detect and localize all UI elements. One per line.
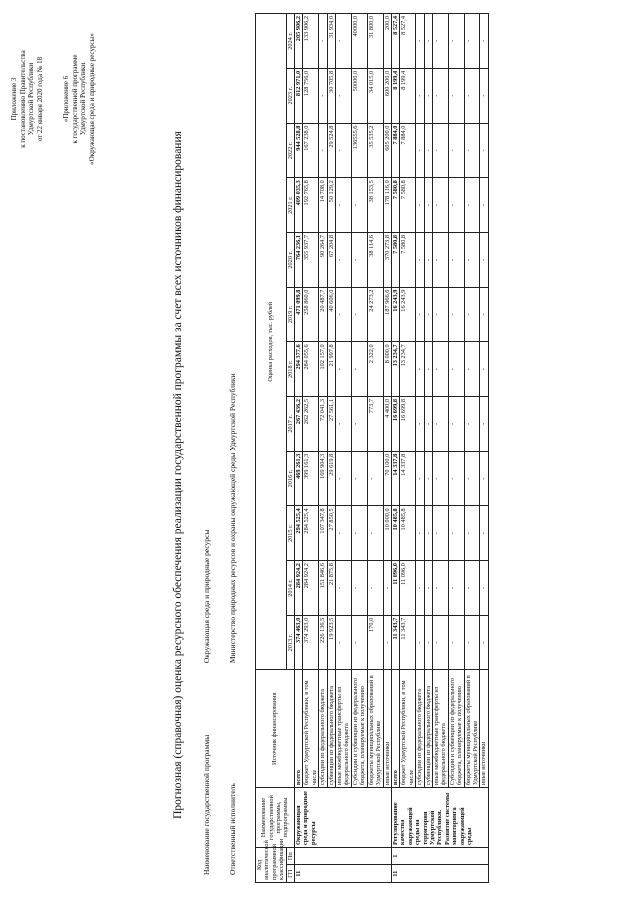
amount-cell: - <box>480 615 488 670</box>
amount-cell: - <box>424 451 432 506</box>
amount-cell: - <box>424 232 432 287</box>
funding-source: бюджет Удмуртской Республики, в том числе <box>400 670 416 788</box>
amount-cell: 8 199,4 <box>391 68 399 123</box>
amount-cell: 8 199,4 <box>400 68 416 123</box>
amount-cell: 14 337,8 <box>400 451 416 506</box>
amount-cell: - <box>480 68 488 123</box>
amount-cell: - <box>480 506 488 561</box>
amount-cell: 284 924,2 <box>303 561 319 616</box>
year-header: 2017 г. <box>286 397 294 452</box>
amount-cell: 151 846,6 <box>319 561 327 616</box>
amount-cell: - <box>464 506 480 561</box>
amount-cell: 35 535,2 <box>367 123 383 178</box>
amount-cell: - <box>424 287 432 342</box>
amount-cell: - <box>464 561 480 616</box>
amount-cell: - <box>464 397 480 452</box>
year-header: 2016 г. <box>286 451 294 506</box>
document-title: Прогнозная (справочная) оценка ресурсного обеспечения реализации государственной программы за счет всех источников финансирования <box>172 131 184 819</box>
amount-cell: - <box>448 287 464 342</box>
funding-source: субсидии из федерального бюджета <box>319 670 327 788</box>
amount-cell: 409 035,3 <box>295 178 303 233</box>
funding-source: бюджеты муниципальных образований в Удмуртской Республике <box>464 670 480 788</box>
amount-cell: - <box>480 232 488 287</box>
amount-cell: - <box>432 123 448 178</box>
amount-cell: 90 264,7 <box>319 232 327 287</box>
amount-cell: 40 606,0 <box>327 287 335 342</box>
amount-cell: - <box>448 68 464 123</box>
amount-cell: 605 200,0 <box>383 123 391 178</box>
program-name: Окружающая среда и природные ресурсы <box>295 788 392 848</box>
gp-header: ГП <box>286 865 294 883</box>
amount-cell: 31 800,0 <box>367 14 383 69</box>
amount-cell: 7 884,0 <box>391 123 399 178</box>
amount-cell: 50000,0 <box>351 68 367 123</box>
amount-cell: - <box>424 68 432 123</box>
amount-cell: 14 337,8 <box>391 451 399 506</box>
table-body <box>295 14 489 883</box>
amount-cell: - <box>336 451 352 506</box>
amount-cell: 128 756,0 <box>303 68 319 123</box>
amount-cell: 27 561,1 <box>327 397 335 452</box>
table-row <box>464 14 480 883</box>
amount-cell: 294 377,6 <box>295 342 303 397</box>
amount-cell: 355 937,7 <box>303 232 319 287</box>
amount-cell: 21 997,8 <box>327 342 335 397</box>
amount-cell: 20 487,7 <box>319 287 327 342</box>
amount-cell: - <box>464 123 480 178</box>
amount-cell: 19 923,5 <box>327 615 335 670</box>
amount-cell: 70 100,0 <box>383 451 391 506</box>
amount-cell: - <box>464 68 480 123</box>
amount-cell: 192 765,8 <box>303 178 319 233</box>
table-row <box>383 14 391 883</box>
appendix-line: Удмуртской Республики <box>27 62 35 136</box>
amount-cell: - <box>416 451 424 506</box>
amount-cell: 11 343,7 <box>391 615 399 670</box>
table-row <box>391 14 399 883</box>
amount-cell: - <box>351 287 367 342</box>
amount-cell: - <box>367 506 383 561</box>
amount-cell: 30 705,8 <box>327 68 335 123</box>
executor-label: Ответственный исполнитель <box>228 783 237 875</box>
table-row <box>448 14 464 883</box>
amount-cell: - <box>432 615 448 670</box>
funding-source: иные источники <box>383 670 391 788</box>
amount-cell: - <box>464 232 480 287</box>
amount-cell: 133 906,2 <box>303 14 319 69</box>
estimate-header: Оценка расходов, тыс. рублей <box>256 14 287 670</box>
table-row <box>416 14 424 883</box>
table-row <box>480 14 488 883</box>
amount-cell: 11 096,0 <box>400 561 416 616</box>
amount-cell: 72 041,3 <box>319 397 327 452</box>
funding-source: бюджеты муниципальных образований в Удмуртской Республике <box>367 670 383 788</box>
amount-cell: - <box>424 178 432 233</box>
amount-cell: - <box>336 178 352 233</box>
table-row <box>432 14 448 883</box>
amount-cell: - <box>336 123 352 178</box>
amount-cell: 262 262,5 <box>303 397 319 452</box>
funding-source: бюджет Удмуртской Республики, в том числе <box>303 670 319 788</box>
amount-cell: - <box>367 561 383 616</box>
amount-cell: 27 850,5 <box>327 506 335 561</box>
amount-cell: 812 971,0 <box>295 68 303 123</box>
amount-cell: - <box>448 342 464 397</box>
amount-cell: - <box>416 506 424 561</box>
executor-value: Министерство природных ресурсов и охраны окружающей среды Удмуртской Республики <box>228 373 237 664</box>
annex-line: «Приложение 6 <box>62 75 70 123</box>
amount-cell: 267 436,2 <box>295 397 303 452</box>
amount-cell: 294 525,4 <box>295 506 303 561</box>
amount-cell: 773,7 <box>367 397 383 452</box>
amount-cell: - <box>424 561 432 616</box>
amount-cell: 258 860,0 <box>303 287 319 342</box>
amount-cell: - <box>432 561 448 616</box>
amount-cell: 2 322,0 <box>367 342 383 397</box>
gp-code: 11 <box>391 865 488 883</box>
year-header: 2021 г. <box>286 178 294 233</box>
year-header: 2019 г. <box>286 287 294 342</box>
amount-cell: 13 234,7 <box>400 342 416 397</box>
amount-cell: - <box>432 451 448 506</box>
amount-cell: 370 273,8 <box>383 232 391 287</box>
table-row <box>319 14 327 883</box>
amount-cell: - <box>416 232 424 287</box>
amount-cell: - <box>416 68 424 123</box>
amount-cell: 16 699,8 <box>400 397 416 452</box>
amount-cell: - <box>351 397 367 452</box>
table-row <box>295 14 303 883</box>
amount-cell: 21 875,8 <box>327 561 335 616</box>
amount-cell: - <box>448 178 464 233</box>
amount-cell: - <box>351 451 367 506</box>
amount-cell: - <box>480 451 488 506</box>
funding-source: субвенции из федерального бюджета <box>424 670 432 788</box>
amount-cell: - <box>416 397 424 452</box>
amount-cell: - <box>448 615 464 670</box>
amount-cell: - <box>351 342 367 397</box>
amount-cell: - <box>351 615 367 670</box>
year-header: 2022 г. <box>286 123 294 178</box>
amount-cell: - <box>480 14 488 69</box>
table-row <box>424 14 432 883</box>
amount-cell: - <box>336 506 352 561</box>
amount-cell: 178 116,0 <box>383 178 391 233</box>
amount-cell: 170,0 <box>367 615 383 670</box>
amount-cell: - <box>480 287 488 342</box>
amount-cell: - <box>432 287 448 342</box>
amount-cell: 764 236,1 <box>295 232 303 287</box>
table-row <box>400 14 416 883</box>
appendix-line: от 22 января 2020 года № 18 <box>35 56 44 142</box>
table-row <box>367 14 383 883</box>
amount-cell: - <box>351 506 367 561</box>
program-value: Окружающая среда и природные ресурсы <box>202 529 211 664</box>
amount-cell: - <box>464 615 480 670</box>
amount-cell: - <box>416 342 424 397</box>
amount-cell: 8 000,0 <box>383 342 391 397</box>
amount-cell: 284 924,2 <box>295 561 303 616</box>
amount-cell: - <box>336 342 352 397</box>
amount-cell: 399 161,3 <box>303 451 319 506</box>
amount-cell: 67 204,8 <box>327 232 335 287</box>
table-row <box>351 14 367 883</box>
year-header: 2024 г. <box>286 14 294 69</box>
annex-line: «Окружающая среда и природные ресурсы» <box>87 33 96 165</box>
amount-cell: 4 400,0 <box>383 397 391 452</box>
amount-cell: - <box>319 123 327 178</box>
amount-cell: 14 708,0 <box>319 178 327 233</box>
amount-cell: - <box>464 451 480 506</box>
funding-source: иные источники <box>480 670 488 788</box>
amount-cell: - <box>480 178 488 233</box>
amount-cell: - <box>383 615 391 670</box>
amount-cell: 600 200,0 <box>383 68 391 123</box>
amount-cell: 7 580,8 <box>400 232 416 287</box>
amount-cell: - <box>416 561 424 616</box>
amount-cell: - <box>448 123 464 178</box>
name-header: Наименование государственной программы, подпрограммы <box>256 788 295 848</box>
amount-cell: 167 238,0 <box>303 123 319 178</box>
amount-cell: 31 934,0 <box>327 14 335 69</box>
annex-line: Удмуртской Республики <box>79 62 87 136</box>
amount-cell: - <box>424 506 432 561</box>
amount-cell: 10 485,8 <box>400 506 416 561</box>
funding-source: всего <box>391 670 399 788</box>
amount-cell: - <box>336 232 352 287</box>
financing-table <box>255 13 489 883</box>
table-row <box>327 14 335 883</box>
appendix-line: Приложение 3 <box>10 77 18 121</box>
amount-cell: 200,0 <box>383 14 391 69</box>
amount-cell: - <box>416 287 424 342</box>
amount-cell: 24 273,2 <box>367 287 383 342</box>
amount-cell: 16 243,9 <box>400 287 416 342</box>
year-header: 2014 г. <box>286 561 294 616</box>
amount-cell: 374 463,0 <box>295 615 303 670</box>
amount-cell: 374 293,0 <box>303 615 319 670</box>
amount-cell: - <box>448 506 464 561</box>
amount-cell: - <box>416 14 424 69</box>
amount-cell: 10 000,0 <box>383 506 391 561</box>
amount-cell: 102 157,0 <box>319 342 327 397</box>
pp-code: 1 <box>391 847 488 865</box>
gp-code: 11 <box>295 865 392 883</box>
amount-cell: 29 524,8 <box>327 123 335 178</box>
funding-source: субвенции из федерального бюджета <box>327 670 335 788</box>
code-header: Код аналитической программной классификации <box>256 847 287 882</box>
funding-source: иные межбюджетные трансферты из федерального бюджета <box>336 670 352 788</box>
funding-source: Субсидии и субвенции из федерального бюджета, планируемые к получению <box>448 670 464 788</box>
annex-line: к государственной программе <box>70 54 79 144</box>
amount-cell: 205 906,2 <box>295 14 303 69</box>
year-header: 2023 г. <box>286 68 294 123</box>
amount-cell: - <box>480 397 488 452</box>
amount-cell: - <box>448 397 464 452</box>
amount-cell: 187 966,6 <box>383 287 391 342</box>
amount-cell: - <box>351 178 367 233</box>
year-header: 2015 г. <box>286 506 294 561</box>
amount-cell: 8 527,4 <box>391 14 399 69</box>
amount-cell: 40000,0 <box>351 14 367 69</box>
amount-cell: - <box>424 397 432 452</box>
amount-cell: - <box>383 561 391 616</box>
program-name: Регулирование качества окружающей среды на территории Удмуртской Республики. Развитие системы мониторинга окружающей среды <box>391 788 488 848</box>
amount-cell: - <box>448 561 464 616</box>
amount-cell: 8 527,4 <box>400 14 416 69</box>
amount-cell: 38 153,5 <box>367 178 383 233</box>
amount-cell: - <box>480 123 488 178</box>
amount-cell: - <box>336 561 352 616</box>
amount-cell: - <box>336 615 352 670</box>
amount-cell: - <box>351 561 367 616</box>
amount-cell: - <box>432 178 448 233</box>
amount-cell: 7 580,8 <box>400 178 416 233</box>
year-header: 2018 г. <box>286 342 294 397</box>
pp-code <box>295 847 392 865</box>
amount-cell: - <box>319 14 327 69</box>
program-label: Наименование государственной программы <box>202 734 211 875</box>
amount-cell: - <box>336 287 352 342</box>
table-row <box>303 14 319 883</box>
amount-cell: - <box>464 14 480 69</box>
amount-cell: - <box>416 615 424 670</box>
amount-cell: - <box>336 68 352 123</box>
amount-cell: - <box>424 342 432 397</box>
amount-cell: - <box>416 178 424 233</box>
amount-cell: - <box>319 68 327 123</box>
amount-cell: - <box>480 342 488 397</box>
amount-cell: - <box>432 14 448 69</box>
amount-cell: 107 347,8 <box>319 506 327 561</box>
amount-cell: 7 884,0 <box>400 123 416 178</box>
executor-meta <box>228 373 237 875</box>
table-row <box>336 14 352 883</box>
amount-cell: - <box>448 14 464 69</box>
amount-cell: - <box>432 506 448 561</box>
amount-cell: - <box>432 68 448 123</box>
amount-cell: - <box>464 287 480 342</box>
amount-cell: 50 129,2 <box>327 178 335 233</box>
amount-cell: 469 261,3 <box>295 451 303 506</box>
approval-header <box>10 24 96 174</box>
amount-cell: 284 055,6 <box>303 342 319 397</box>
year-header: 2013 г. <box>286 615 294 670</box>
amount-cell: 16 699,8 <box>391 397 399 452</box>
appendix-line: к постановлению Правительства <box>18 50 27 148</box>
program-meta <box>202 530 211 876</box>
amount-cell: - <box>464 178 480 233</box>
amount-cell: 16 243,9 <box>391 287 399 342</box>
amount-cell: 471 099,8 <box>295 287 303 342</box>
amount-cell: 13 234,7 <box>391 342 399 397</box>
amount-cell: - <box>351 232 367 287</box>
amount-cell: - <box>480 561 488 616</box>
amount-cell: 11 343,7 <box>400 615 416 670</box>
amount-cell: - <box>432 232 448 287</box>
amount-cell: - <box>424 14 432 69</box>
amount-cell: 136555,6 <box>351 123 367 178</box>
amount-cell: 38 114,6 <box>367 232 383 287</box>
amount-cell: - <box>448 232 464 287</box>
source-header: Источник финансирования <box>256 670 295 788</box>
year-header: 2020 г. <box>286 232 294 287</box>
funding-source: всего <box>295 670 303 788</box>
amount-cell: - <box>336 397 352 452</box>
amount-cell: 169 904,3 <box>319 451 327 506</box>
amount-cell: - <box>367 451 383 506</box>
amount-cell: 7 580,8 <box>391 232 399 287</box>
funding-source: Субсидии и субвенции из федерального бюджета, планируемые к получению <box>351 670 367 788</box>
amount-cell: - <box>432 342 448 397</box>
amount-cell: - <box>336 14 352 69</box>
amount-cell: - <box>424 615 432 670</box>
amount-cell: 10 485,8 <box>391 506 399 561</box>
amount-cell: 7 580,8 <box>391 178 399 233</box>
amount-cell: - <box>424 123 432 178</box>
amount-cell: 284 525,4 <box>303 506 319 561</box>
funding-source: иные межбюджетные трансферты из федерального бюджета <box>432 670 448 788</box>
funding-source: субсидии из федерального бюджета <box>416 670 424 788</box>
amount-cell: - <box>448 451 464 506</box>
amount-cell: - <box>464 342 480 397</box>
amount-cell: 226 136,5 <box>319 615 327 670</box>
amount-cell: - <box>416 123 424 178</box>
pp-header: Пп <box>286 847 294 865</box>
amount-cell: 944 528,8 <box>295 123 303 178</box>
amount-cell: - <box>432 397 448 452</box>
amount-cell: 29 619,8 <box>327 451 335 506</box>
amount-cell: 34 015,0 <box>367 68 383 123</box>
amount-cell: 11 096,0 <box>391 561 399 616</box>
